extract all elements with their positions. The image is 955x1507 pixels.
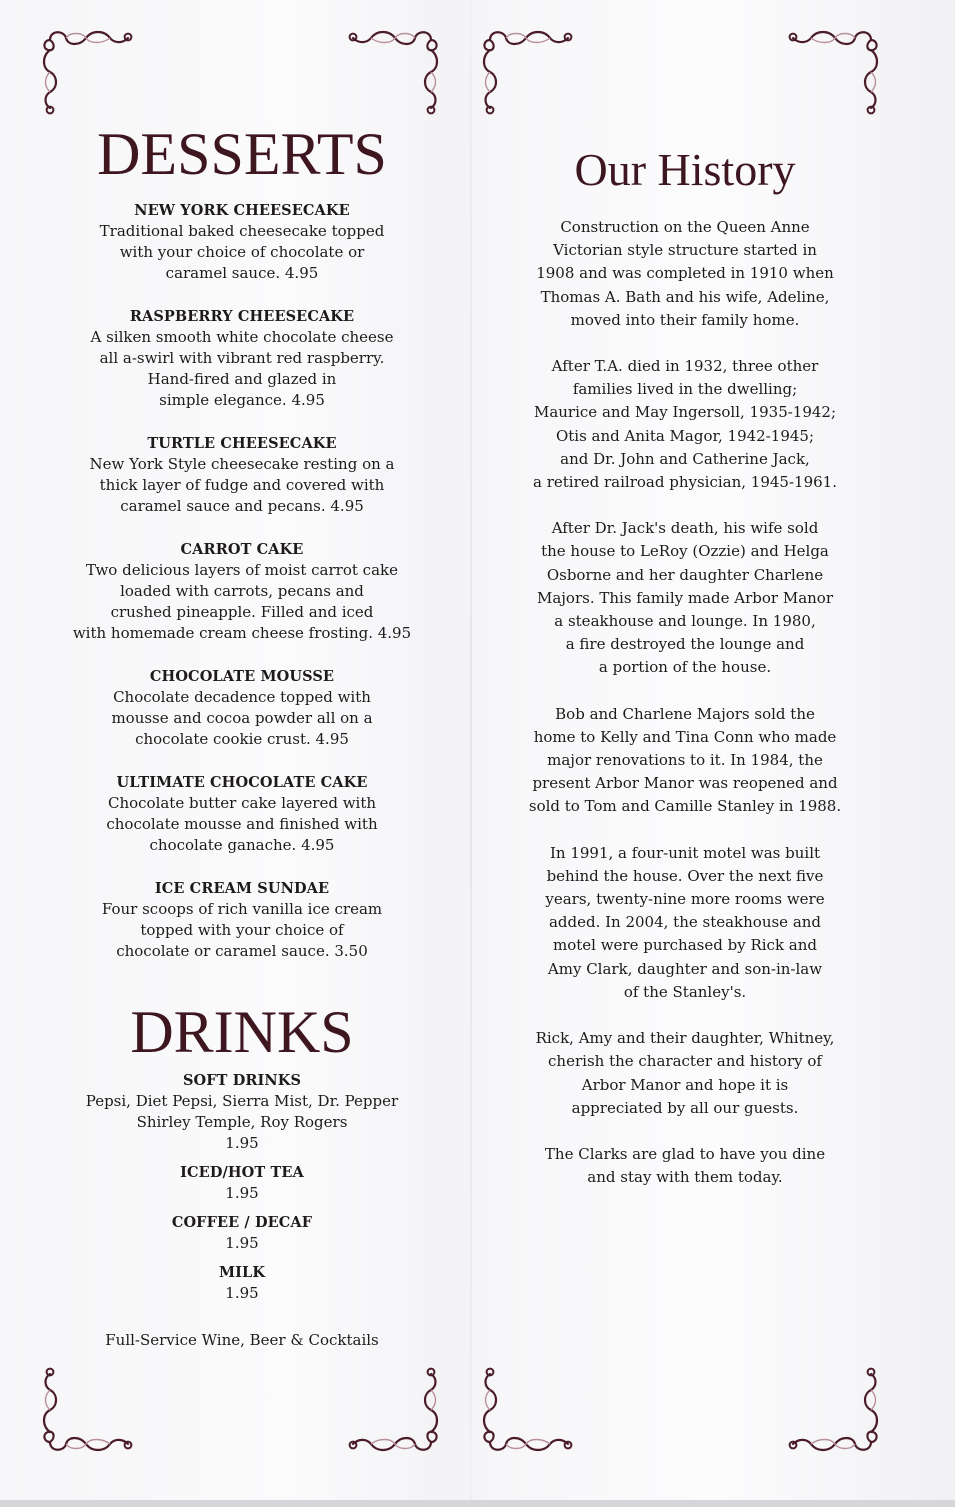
menu-item-name: NEW YORK CHEESECAKE [134, 202, 350, 219]
scroll-flourish-icon [345, 26, 441, 116]
menu-item [52, 666, 432, 750]
corner-ornament-top-right [345, 26, 441, 116]
menu-item-name: CHOCOLATE MOUSSE [149, 668, 335, 685]
menu-item [52, 200, 432, 284]
corner-ornament-top-left [480, 26, 576, 116]
history-paragraph: Rick, Amy and their daughter, Whitney, cherish the character and history of Arbor Manor and hope it is appreciated by all our guests. [535, 1029, 835, 1117]
menu-item-name: ICE CREAM SUNDAE [154, 880, 330, 897]
corner-ornament-bottom-left [40, 1366, 136, 1456]
menu-item-description: Four scoops of rich vanilla ice cream topped with your choice of chocolate or caramel sauce. 3.50 [101, 900, 383, 960]
menu-item-description: Chocolate butter cake layered with chocolate mousse and finished with chocolate ganache. 4.95 [106, 794, 378, 854]
corner-ornament-bottom-left [480, 1366, 576, 1456]
history-heading: Our History [574, 144, 796, 195]
drink-item-description: Pepsi, Diet Pepsi, Sierra Mist, Dr. Pepper Shirley Temple, Roy Rogers 1.95 [85, 1092, 399, 1152]
scroll-flourish-icon [40, 1366, 136, 1456]
drink-item [52, 1212, 432, 1254]
menu-item-name: CARROT CAKE [180, 541, 304, 558]
menu-item-name: RASPBERRY CHEESECAKE [129, 308, 355, 325]
menu-item [52, 878, 432, 962]
menu-item-name: ULTIMATE CHOCOLATE CAKE [116, 774, 368, 791]
menu-item [52, 772, 432, 856]
scroll-flourish-icon [785, 1366, 881, 1456]
menu-item-description: New York Style cheesecake resting on a thick layer of fudge and covered with caramel sauce and pecans. 4.95 [89, 455, 395, 515]
scroll-flourish-icon [480, 26, 576, 116]
menu-item-description: A silken smooth white chocolate cheese all a-swirl with vibrant red raspberry. Hand-fired and glazed in simple elegance. 4.95 [90, 328, 394, 409]
drink-item-name: ICED/HOT TEA [180, 1164, 304, 1181]
page-edge [0, 1500, 955, 1507]
menu-column [52, 118, 432, 1351]
corner-ornament-bottom-right [785, 1366, 881, 1456]
page-fold [470, 0, 472, 1500]
menu-item [52, 539, 432, 644]
history-column [505, 140, 865, 1212]
menu-item-description: Traditional baked cheesecake topped with your choice of chocolate or caramel sauce. 4.95 [99, 222, 385, 282]
scroll-flourish-icon [480, 1366, 576, 1456]
scroll-flourish-icon [345, 1366, 441, 1456]
drink-item-name: SOFT DRINKS [182, 1072, 302, 1089]
menu-item [52, 306, 432, 411]
drinks-heading: DRINKS [130, 999, 354, 1065]
history-paragraph: The Clarks are glad to have you dine and stay with them today. [544, 1144, 826, 1187]
desserts-heading: DESSERTS [97, 121, 387, 187]
drink-item [52, 1162, 432, 1204]
scroll-flourish-icon [40, 26, 136, 116]
drink-item-name: COFFEE / DECAF [171, 1214, 313, 1231]
history-paragraph: After T.A. died in 1932, three other families lived in the dwelling; Maurice and May Ingersoll, 1935-1942; Otis and Anita Magor, 1942-1945; and Dr. John and Catherine Jack, a retired railroad physician, 1945-1961. [533, 357, 837, 492]
drink-item [52, 1262, 432, 1304]
menu-item-description: Two delicious layers of moist carrot cake loaded with carrots, pecans and crushed pineapple. Filled and iced with homemade cream cheese frosting. 4.95 [72, 561, 412, 642]
corner-ornament-top-left [40, 26, 136, 116]
drink-item [52, 1070, 432, 1154]
drink-item-description: 1.95 [225, 1284, 259, 1302]
history-paragraph: In 1991, a four-unit motel was built behind the house. Over the next five years, twenty-nine more rooms were added. In 2004, the steakhouse and motel were purchased by Rick and Amy Clark, daughter and son-in-law of the Stanley's. [545, 843, 825, 1001]
menu-item-description: Chocolate decadence topped with mousse and cocoa powder all on a chocolate cookie crust. 4.95 [111, 688, 373, 748]
drink-item-name: MILK [218, 1264, 266, 1281]
menu-item-name: TURTLE CHEESECAKE [147, 435, 337, 452]
corner-ornament-top-right [785, 26, 881, 116]
drink-item-description: 1.95 [225, 1234, 259, 1252]
menu-item [52, 433, 432, 517]
drink-item-description: 1.95 [225, 1184, 259, 1202]
bar-service-note: Full-Service Wine, Beer & Cocktails [105, 1331, 379, 1349]
scroll-flourish-icon [785, 26, 881, 116]
history-paragraph: After Dr. Jack's death, his wife sold the house to LeRoy (Ozzie) and Helga Osborne and her daughter Charlene Majors. This family made Arbor Manor a steakhouse and lounge. In 1980, a fire destroyed the lounge and a portion of the house. [536, 519, 834, 677]
corner-ornament-bottom-right [345, 1366, 441, 1456]
history-paragraph: Construction on the Queen Anne Victorian style structure started in 1908 and was completed in 1910 when Thomas A. Bath and his wife, Adeline, moved into their family home. [536, 218, 834, 329]
history-paragraph: Bob and Charlene Majors sold the home to Kelly and Tina Conn who made major renovations to it. In 1984, the present Arbor Manor was reopened and sold to Tom and Camille Stanley in 1988. [528, 704, 842, 816]
